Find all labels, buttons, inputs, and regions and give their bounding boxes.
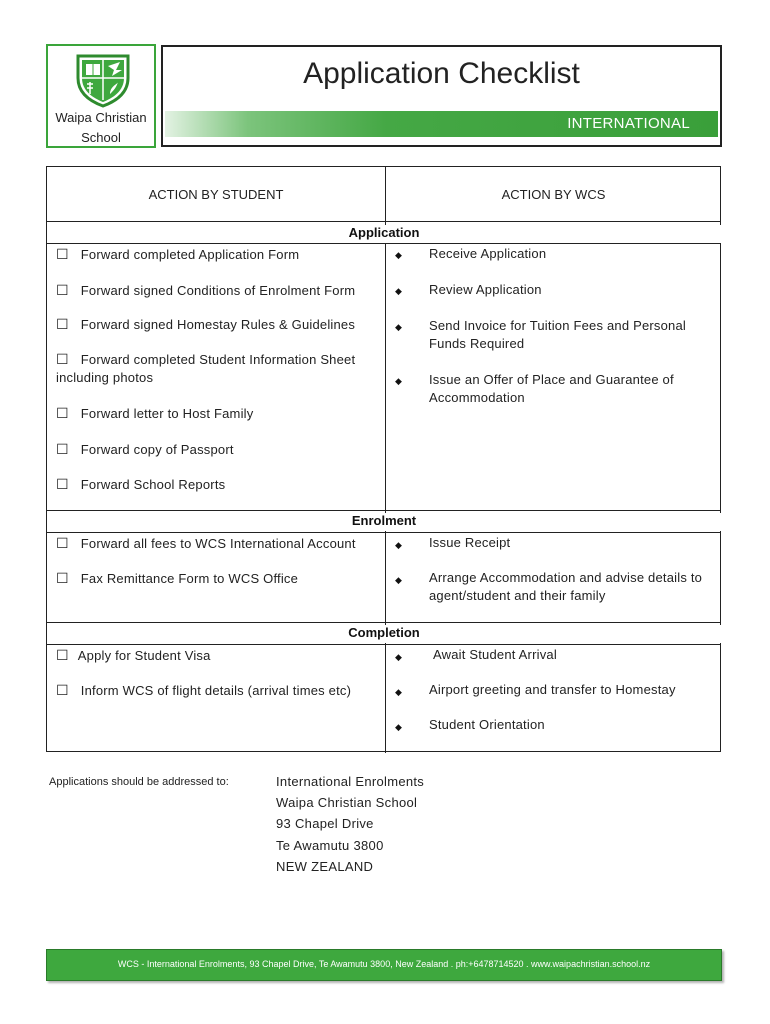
checkbox-icon[interactable]: ☐ xyxy=(56,282,69,298)
student-item[interactable]: ☐ Forward completed Application Form xyxy=(56,246,300,262)
student-item[interactable]: ☐ Forward signed Conditions of Enrolment Form xyxy=(56,282,356,298)
wcs-item: Send Invoice for Tuition Fees and Personal Funds Required xyxy=(429,318,686,351)
checkbox-icon[interactable]: ☐ xyxy=(56,316,69,332)
student-item[interactable]: ☐ Forward signed Homestay Rules & Guidelines xyxy=(56,316,356,332)
student-item[interactable]: ☐ Fax Remittance Form to WCS Office xyxy=(56,570,299,586)
header-student: ACTION BY STUDENT xyxy=(148,187,284,202)
student-item[interactable]: ☐ Forward copy of Passport xyxy=(56,441,234,457)
column-divider xyxy=(385,167,386,753)
checklist-table xyxy=(46,166,721,752)
address-line: 93 Chapel Drive xyxy=(276,816,374,831)
title-band xyxy=(165,111,718,137)
address-line: Waipa Christian School xyxy=(276,795,418,810)
address-line: NEW ZEALAND xyxy=(276,859,374,874)
student-item[interactable]: ☐ Inform WCS of flight details (arrival times etc) xyxy=(56,682,352,698)
bullet-icon: ◆ xyxy=(395,286,402,296)
title-panel xyxy=(161,45,722,147)
row-divider xyxy=(47,622,720,623)
school-crest-icon xyxy=(74,52,132,108)
checkbox-icon[interactable]: ☐ xyxy=(56,535,69,551)
footer-bar xyxy=(46,949,722,981)
bullet-icon: ◆ xyxy=(395,540,402,550)
bullet-icon: ◆ xyxy=(395,322,402,332)
bullet-icon: ◆ xyxy=(395,575,402,585)
checkbox-icon[interactable]: ☐ xyxy=(56,682,69,698)
section-application-title: Application xyxy=(47,225,721,243)
bullet-icon: ◆ xyxy=(395,250,402,260)
address-line: Te Awamutu 3800 xyxy=(276,838,384,853)
wcs-item: Review Application xyxy=(429,282,542,297)
band-label: INTERNATIONAL xyxy=(567,115,690,132)
footer-text: WCS - International Enrolments, 93 Chapel Drive, Te Awamutu 3800, New Zealand . ph:+6478714520 . www.waipachristian.school.nz xyxy=(117,959,651,969)
address-label: Applications should be addressed to: xyxy=(49,776,229,788)
checkbox-icon[interactable]: ☐ xyxy=(56,441,69,457)
student-item[interactable]: ☐ Forward letter to Host Family xyxy=(56,405,254,421)
student-item[interactable]: ☐ Forward completed Student Information Sheet including photos xyxy=(56,351,356,385)
page-title: Application Checklist xyxy=(303,57,580,90)
student-item[interactable]: ☐ Forward all fees to WCS International Account xyxy=(56,535,356,551)
school-logo xyxy=(46,44,156,148)
section-completion-title: Completion xyxy=(47,625,721,643)
header-wcs: ACTION BY WCS xyxy=(501,187,606,202)
checkbox-icon[interactable]: ☐ xyxy=(56,647,69,663)
checkbox-icon[interactable]: ☐ xyxy=(56,351,69,367)
bullet-icon: ◆ xyxy=(395,687,402,697)
row-divider xyxy=(47,644,720,645)
wcs-item: Issue an Offer of Place and Guarantee of Accommodation xyxy=(429,372,674,405)
checkbox-icon[interactable]: ☐ xyxy=(56,246,69,262)
checkbox-icon[interactable]: ☐ xyxy=(56,570,69,586)
wcs-item: Arrange Accommodation and advise details to agent/student and their family xyxy=(429,570,703,603)
wcs-item: Await Student Arrival xyxy=(433,647,557,662)
wcs-item: Receive Application xyxy=(429,246,547,261)
school-name: Waipa Christian School xyxy=(55,110,147,145)
address-line: International Enrolments xyxy=(276,774,425,789)
wcs-item: Issue Receipt xyxy=(429,535,511,550)
section-enrolment-title: Enrolment xyxy=(47,513,721,531)
row-divider xyxy=(47,510,720,511)
row-divider xyxy=(47,221,720,222)
student-item[interactable]: ☐ Forward School Reports xyxy=(56,476,226,492)
checkbox-icon[interactable]: ☐ xyxy=(56,405,69,421)
bullet-icon: ◆ xyxy=(395,376,402,386)
student-item[interactable]: ☐ Apply for Student Visa xyxy=(56,647,211,663)
bullet-icon: ◆ xyxy=(395,652,402,662)
wcs-item: Airport greeting and transfer to Homestay xyxy=(429,682,676,697)
checkbox-icon[interactable]: ☐ xyxy=(56,476,69,492)
wcs-item: Student Orientation xyxy=(429,717,545,732)
row-divider xyxy=(47,243,720,244)
bullet-icon: ◆ xyxy=(395,722,402,732)
row-divider xyxy=(47,532,720,533)
